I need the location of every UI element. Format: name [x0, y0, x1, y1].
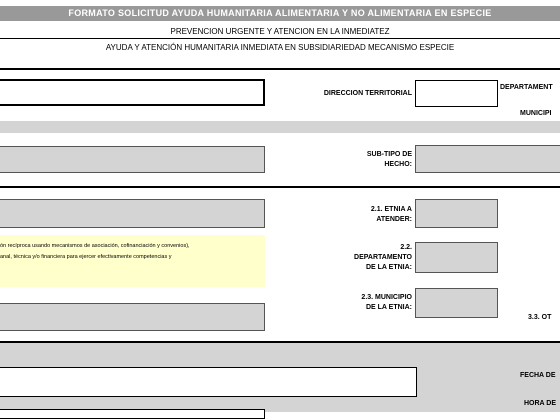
legal-note-line-2: anal, técnica y/o financiera para ejercer efectivamente competencias y [0, 254, 172, 260]
hora-label: HORA DE [524, 400, 557, 407]
section-divider [0, 68, 560, 70]
descripcion-field[interactable] [0, 367, 417, 397]
mun-etnia-label-2: DE LA ETNIA: [365, 304, 412, 311]
legal-note [0, 235, 265, 287]
etnia-label-1: 2.1. ETNIA A [370, 206, 412, 213]
etnia-label-2: ATENDER: [376, 216, 412, 223]
municipio-field[interactable] [0, 303, 265, 331]
subtipo-label-1: SUB-TIPO DE [366, 151, 412, 158]
otro-label: 3.3. OT [528, 314, 552, 321]
solicitante-field[interactable] [0, 79, 265, 106]
mun-etnia-label-1: 2.3. MUNICIPIO [361, 294, 412, 301]
section-header-band [0, 121, 560, 133]
municipio-label: MUNICIPI [520, 110, 552, 117]
departamento-label: DEPARTAMENT [500, 84, 553, 91]
direccion-territorial-label: DIRECCION TERRITORIAL [323, 90, 412, 97]
etnia-field[interactable] [0, 199, 265, 228]
subtipo-label-2: HECHO: [384, 161, 412, 168]
fecha-label: FECHA DE [520, 372, 556, 379]
depto-etnia-label-3: DE LA ETNIA: [365, 264, 412, 271]
hecho-field[interactable] [0, 146, 265, 173]
departamento-etnia-field[interactable] [415, 242, 498, 273]
depto-etnia-label-1: 2.2. [400, 244, 412, 251]
divider [0, 38, 560, 39]
municipio-etnia-field[interactable] [415, 288, 498, 318]
section-divider [0, 186, 560, 188]
form-subtitle-1: PREVENCION URGENTE Y ATENCION EN LA INMEDIATEZ [170, 27, 390, 36]
direccion-territorial-field[interactable] [415, 80, 498, 107]
form-title: FORMATO SOLICITUD AYUDA HUMANITARIA ALIMENTARIA Y NO ALIMENTARIA EN ESPECIE [0, 6, 560, 21]
legal-note-line-1: ón recíproca usando mecanismos de asociación, cofinanciación y convenios), [0, 243, 190, 249]
subtipo-field[interactable] [415, 145, 560, 173]
bottom-field[interactable] [0, 409, 265, 419]
depto-etnia-label-2: DEPARTAMENTO [354, 254, 412, 261]
section-divider [0, 341, 560, 343]
form-subtitle-2: AYUDA Y ATENCIÓN HUMANITARIA INMEDIATA EN SUBSIDIARIEDAD MECANISMO ESPECIE [105, 43, 455, 52]
etnia-atender-field[interactable] [415, 199, 498, 228]
